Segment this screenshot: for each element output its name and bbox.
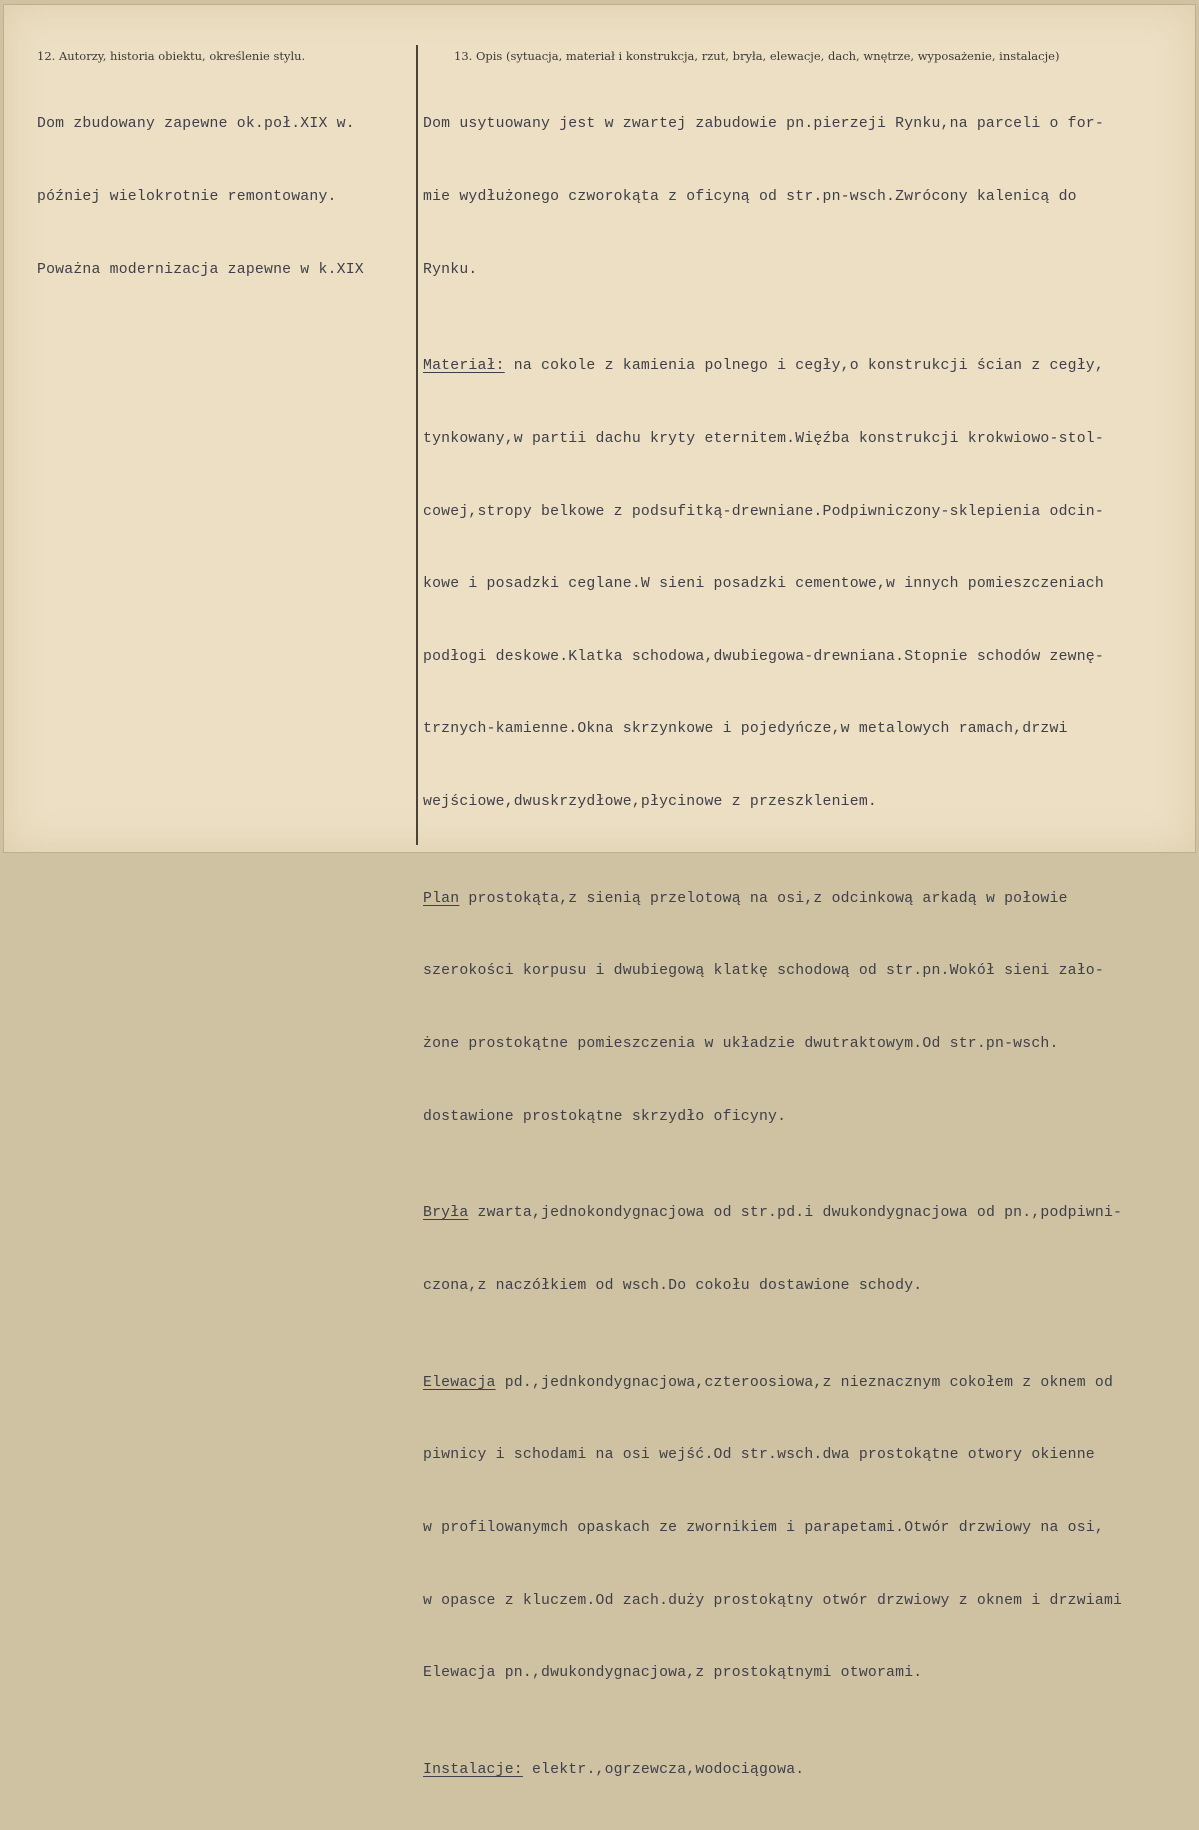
field-12-label: 12. Autorzy, historia obiektu, określenie stylu. xyxy=(37,49,306,63)
plan-text: prostokąta,z sienią przelotową na osi,z odcinkową arkadą w połowie xyxy=(459,890,1068,907)
plan-first-line xyxy=(423,887,1122,911)
text-line: Rynku. xyxy=(423,261,478,278)
text-line: później wielokrotnie remontowany. xyxy=(37,189,337,205)
text-line: piwnicy i schodami na osi wejść.Od str.wsch.dwa prostokątne otwory okienne xyxy=(423,1447,1095,1464)
text-line: Poważna modernizacja zapewne w k.XIX xyxy=(37,261,364,278)
text-line: wejściowe,dwuskrzydłowe,płycinowe z przeszkleniem. xyxy=(423,793,877,810)
material-text: na cokole z kamienia polnego i cegły,o konstrukcji ścian z cegły, xyxy=(504,358,1104,375)
text-line: dostawione prostokątne skrzydło oficyny. xyxy=(423,1108,787,1125)
plan-heading: Plan xyxy=(423,890,460,907)
text-line: trznych-kamienne.Okna skrzynkowe i pojedyńcze,w metalowych ramach,drzwi xyxy=(423,721,1068,738)
bryla-first-line xyxy=(423,1201,1122,1225)
instalacje-text: elektr.,ogrzewcza,wodociągowa. xyxy=(522,1761,805,1778)
elewacja-first-line xyxy=(423,1371,1122,1395)
inventory-card xyxy=(3,4,1196,1778)
text-line: Dom zbudowany zapewne ok.poł.XIX w. xyxy=(37,116,355,133)
history-text xyxy=(37,64,364,330)
text-line: w opasce z kluczem.Od zach.duży prostokątny otwór drzwiowy z oknem i drzwiami xyxy=(423,1592,1123,1609)
bryla-heading: Bryła xyxy=(423,1205,469,1222)
text-line: żone prostokątne pomieszczenia w układzie dwutraktowym.Od str.pn-wsch. xyxy=(423,1035,1059,1052)
material-first-line xyxy=(423,354,1122,378)
instalacje-line xyxy=(423,1758,1122,1782)
text-line: Dom usytuowany jest w zwartej zabudowie pn.pierzeji Rynku,na parceli o for- xyxy=(423,116,1104,133)
text-line: kowe i posadzki ceglane.W sieni posadzki cementowe,w innych pomieszczeniach xyxy=(423,576,1104,593)
elewacja-text: pd.,jednkondygnacjowa,czteroosiowa,z nieznacznym cokołem z oknem od xyxy=(495,1374,1114,1391)
text-line: szerokości korpusu i dwubiegową klatkę schodową od str.pn.Wokół sieni zało- xyxy=(423,963,1104,980)
material-heading: Materiał: xyxy=(423,358,505,375)
text-line: cowej,stropy belkowe z podsufitką-drewniane.Podpiwniczony-sklepienia odcin- xyxy=(423,503,1104,520)
column-divider xyxy=(416,45,418,845)
text-line: w profilowanymch opaskach ze zwornikiem i parapetami.Otwór drzwiowy na osi, xyxy=(423,1519,1104,1536)
text-line: Elewacja pn.,dwukondygnacjowa,z prostokątnymi otworami. xyxy=(423,1665,923,1682)
field-13-label: 13. Opis (sytuacja, materiał i konstrukcja, rzut, bryła, elewacje, dach, wnętrze, wyposażenie, instalacje) xyxy=(454,49,1060,63)
text-line: tynkowany,w partii dachu kryty eternitem.Więźba konstrukcji krokwiowo-stol- xyxy=(423,430,1104,447)
instalacje-heading: Instalacje: xyxy=(423,1761,523,1778)
text-line: mie wydłużonego czworokąta z oficyną od str.pn-wsch.Zwrócony kalenicą do xyxy=(423,189,1077,205)
elewacja-heading: Elewacja xyxy=(423,1374,496,1391)
text-line: podłogi deskowe.Klatka schodowa,dwubiegowa-drewniana.Stopnie schodów zewnę- xyxy=(423,648,1104,665)
bryla-text: zwarta,jednokondygnacjowa od str.pd.i dwukondygnacjowa od pn.,podpiwni- xyxy=(468,1205,1123,1222)
description-text xyxy=(423,64,1122,1830)
text-line: czona,z naczółkiem od wsch.Do cokołu dostawione schody. xyxy=(423,1277,923,1294)
